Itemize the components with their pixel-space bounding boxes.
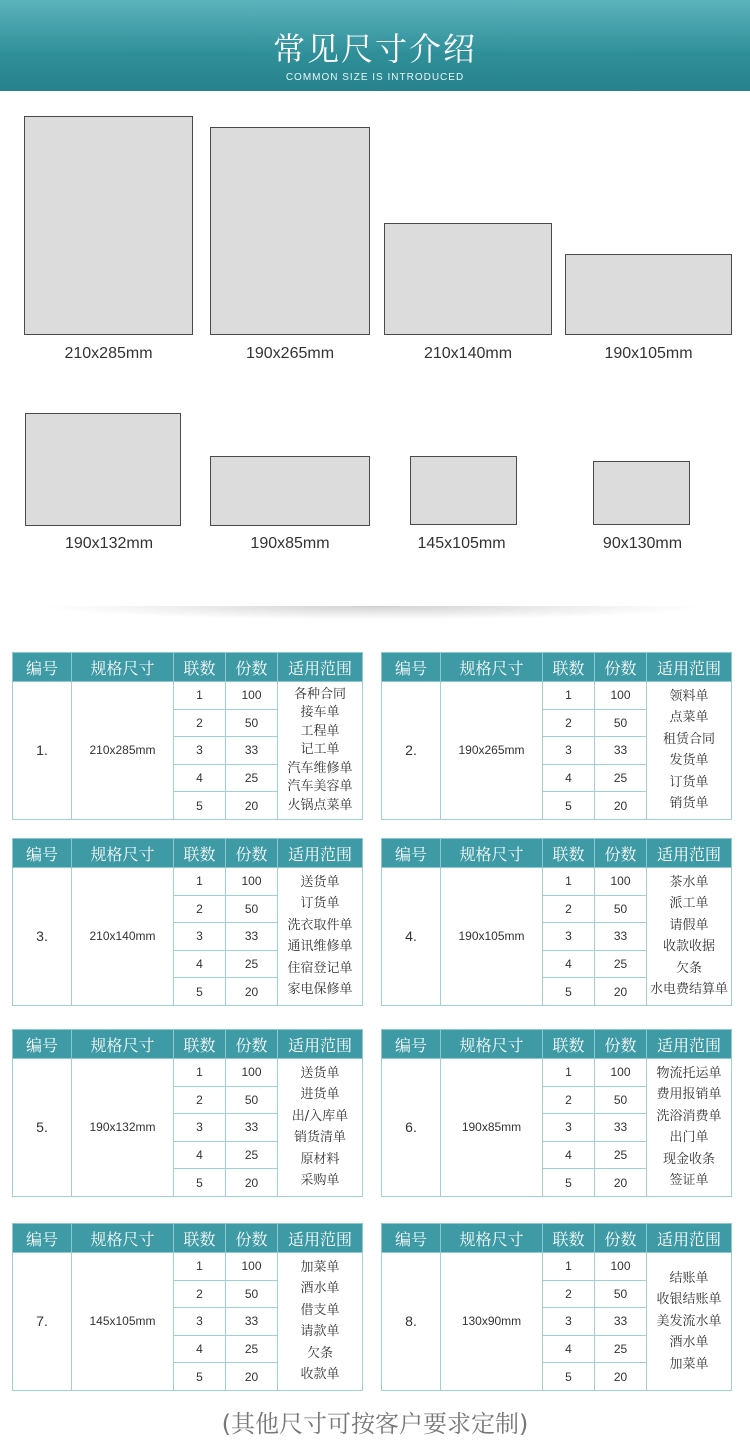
table-header-cell: 规格尺寸 <box>72 1030 174 1059</box>
usage-item: 洗浴消费单 <box>656 1108 722 1124</box>
size-box-6 <box>210 456 370 526</box>
copies-parts: 4 <box>543 950 595 978</box>
copies-parts: 4 <box>543 1335 595 1363</box>
copies-parts: 2 <box>543 895 595 923</box>
usage-item: 汽车维修单 <box>287 760 353 776</box>
copies-parts: 1 <box>543 1059 595 1087</box>
usage-item: 记工单 <box>300 742 340 758</box>
table-header-row <box>13 1224 363 1253</box>
copies-parts: 1 <box>543 1253 595 1281</box>
copies-count: 50 <box>226 709 278 737</box>
table-header-cell: 规格尺寸 <box>72 1224 174 1253</box>
spec-table-5 <box>12 1029 363 1197</box>
table-header-cell: 份数 <box>595 1224 647 1253</box>
copies-count: 100 <box>595 868 647 896</box>
table-row <box>382 1253 732 1281</box>
copies-parts: 1 <box>174 682 226 710</box>
copies-parts: 2 <box>174 1086 226 1114</box>
usage-list <box>647 682 732 820</box>
spec-number: 6. <box>382 1059 441 1197</box>
table-header-cell: 规格尺寸 <box>441 839 543 868</box>
table-row <box>382 868 732 896</box>
table-header-cell: 适用范围 <box>278 653 363 682</box>
copies-count: 25 <box>226 764 278 792</box>
spec-number: 2. <box>382 682 441 820</box>
copies-count: 20 <box>595 792 647 820</box>
copies-parts: 5 <box>543 792 595 820</box>
usage-item: 费用报销单 <box>656 1087 722 1103</box>
usage-item: 酒水单 <box>300 1281 340 1297</box>
header-banner <box>0 0 750 91</box>
spec-size: 190x265mm <box>441 682 543 820</box>
table-header-cell: 规格尺寸 <box>441 1224 543 1253</box>
usage-item: 通讯维修单 <box>287 939 353 955</box>
usage-item: 订货单 <box>669 774 709 790</box>
spec-table-1 <box>12 652 363 820</box>
usage-item: 借支单 <box>300 1302 340 1318</box>
copies-count: 50 <box>226 1280 278 1308</box>
copies-parts: 2 <box>543 709 595 737</box>
usage-list <box>647 1059 732 1197</box>
usage-list <box>278 682 363 820</box>
usage-item: 茶水单 <box>669 874 709 890</box>
usage-list <box>278 1253 363 1391</box>
size-box-4 <box>565 254 732 335</box>
usage-item: 租赁合同 <box>662 731 715 747</box>
copies-parts: 1 <box>174 868 226 896</box>
usage-item: 汽车美容单 <box>287 779 353 795</box>
usage-item: 酒水单 <box>669 1335 709 1351</box>
usage-item: 各种合同 <box>293 686 346 702</box>
usage-item: 签证单 <box>669 1173 709 1189</box>
usage-item: 家电保修单 <box>287 982 353 998</box>
size-label-2: 190x265mm <box>245 345 335 362</box>
table-header-cell: 份数 <box>226 839 278 868</box>
usage-item: 采购单 <box>300 1173 340 1189</box>
copies-count: 33 <box>226 923 278 951</box>
table-header-cell: 编号 <box>13 839 72 868</box>
spec-number: 4. <box>382 868 441 1006</box>
usage-item: 收款收据 <box>662 939 715 955</box>
footer-note: (其他尺寸可按客户要求定制) <box>221 1410 529 1438</box>
copies-count: 25 <box>226 1141 278 1169</box>
table-header-cell: 联数 <box>174 839 226 868</box>
table-header-cell: 份数 <box>226 1030 278 1059</box>
usage-item: 点菜单 <box>669 710 709 726</box>
copies-count: 50 <box>595 1086 647 1114</box>
copies-parts: 4 <box>543 764 595 792</box>
copies-count: 100 <box>226 1059 278 1087</box>
copies-parts: 4 <box>174 950 226 978</box>
copies-parts: 5 <box>174 792 226 820</box>
spec-size: 130x90mm <box>441 1253 543 1391</box>
copies-count: 33 <box>595 923 647 951</box>
copies-parts: 1 <box>543 868 595 896</box>
copies-count: 25 <box>226 1335 278 1363</box>
copies-count: 20 <box>226 792 278 820</box>
spec-table-4 <box>381 838 732 1006</box>
copies-count: 33 <box>595 1114 647 1142</box>
copies-count: 25 <box>226 950 278 978</box>
table-header-cell: 份数 <box>595 839 647 868</box>
table-header-cell: 联数 <box>543 1224 595 1253</box>
usage-item: 欠条 <box>675 960 702 976</box>
table-header-cell: 编号 <box>382 653 441 682</box>
usage-item: 销货清单 <box>293 1130 346 1146</box>
table-header-cell: 适用范围 <box>647 839 732 868</box>
copies-parts: 3 <box>174 1114 226 1142</box>
table-row <box>13 1059 363 1087</box>
usage-item: 美发流水单 <box>656 1313 722 1329</box>
copies-count: 50 <box>595 709 647 737</box>
spec-number: 7. <box>13 1253 72 1391</box>
usage-item: 洗衣取件单 <box>287 917 353 933</box>
table-header-cell: 适用范围 <box>647 653 732 682</box>
table-header-cell: 适用范围 <box>647 1030 732 1059</box>
copies-count: 50 <box>226 895 278 923</box>
usage-item: 出门单 <box>669 1130 709 1146</box>
spec-size: 190x132mm <box>72 1059 174 1197</box>
usage-item: 原材料 <box>300 1151 340 1167</box>
table-header-row <box>382 653 732 682</box>
table-header-cell: 规格尺寸 <box>441 1030 543 1059</box>
table-header-cell: 联数 <box>543 653 595 682</box>
size-box-2 <box>210 127 370 335</box>
table-header-cell: 规格尺寸 <box>72 653 174 682</box>
size-box-1 <box>24 116 193 335</box>
table-header-row <box>382 839 732 868</box>
usage-item: 加菜单 <box>300 1259 340 1275</box>
copies-count: 50 <box>226 1086 278 1114</box>
usage-item: 送货单 <box>300 1065 340 1081</box>
usage-item: 请款单 <box>300 1324 340 1340</box>
size-label-3: 210x140mm <box>423 345 513 362</box>
table-header-cell: 份数 <box>226 1224 278 1253</box>
copies-count: 33 <box>226 737 278 765</box>
copies-count: 50 <box>595 895 647 923</box>
copies-parts: 3 <box>543 923 595 951</box>
usage-item: 请假单 <box>669 917 709 933</box>
spec-table-6 <box>381 1029 732 1197</box>
usage-item: 订货单 <box>300 896 340 912</box>
table-header-cell: 适用范围 <box>278 1030 363 1059</box>
size-box-8 <box>593 461 690 525</box>
copies-count: 33 <box>226 1308 278 1336</box>
copies-count: 25 <box>595 950 647 978</box>
spec-table-2 <box>381 652 732 820</box>
table-header-row <box>13 1030 363 1059</box>
usage-item: 送货单 <box>300 874 340 890</box>
table-header-cell: 适用范围 <box>278 839 363 868</box>
copies-count: 25 <box>595 1141 647 1169</box>
copies-parts: 1 <box>174 1253 226 1281</box>
spec-table-8 <box>381 1223 732 1391</box>
copies-parts: 3 <box>174 737 226 765</box>
table-header-cell: 份数 <box>595 1030 647 1059</box>
copies-parts: 2 <box>543 1280 595 1308</box>
spec-number: 5. <box>13 1059 72 1197</box>
copies-parts: 3 <box>174 1308 226 1336</box>
section-divider <box>40 606 710 620</box>
usage-item: 火锅点菜单 <box>287 797 353 813</box>
copies-parts: 2 <box>174 895 226 923</box>
copies-parts: 5 <box>174 1169 226 1197</box>
table-header-cell: 联数 <box>174 1224 226 1253</box>
usage-list <box>647 1253 732 1391</box>
usage-item: 收款单 <box>300 1367 340 1383</box>
table-row <box>13 1253 363 1281</box>
spec-number: 1. <box>13 682 72 820</box>
copies-parts: 2 <box>174 1280 226 1308</box>
table-header-row <box>13 653 363 682</box>
usage-item: 接车单 <box>300 705 340 721</box>
table-header-cell: 联数 <box>543 839 595 868</box>
copies-count: 20 <box>226 1363 278 1391</box>
copies-count: 20 <box>595 1169 647 1197</box>
copies-count: 100 <box>226 1253 278 1281</box>
spec-number: 3. <box>13 868 72 1006</box>
copies-count: 100 <box>595 682 647 710</box>
usage-item: 物流托运单 <box>656 1065 722 1081</box>
copies-parts: 3 <box>174 923 226 951</box>
copies-count: 33 <box>595 1308 647 1336</box>
table-header-cell: 适用范围 <box>278 1224 363 1253</box>
copies-parts: 5 <box>174 1363 226 1391</box>
copies-parts: 1 <box>174 1059 226 1087</box>
copies-count: 50 <box>595 1280 647 1308</box>
copies-count: 20 <box>595 978 647 1006</box>
table-header-row <box>382 1030 732 1059</box>
usage-item: 欠条 <box>306 1345 333 1361</box>
size-label-1: 210x285mm <box>64 345 153 362</box>
table-header-cell: 编号 <box>382 1030 441 1059</box>
table-header-cell: 编号 <box>13 1224 72 1253</box>
copies-parts: 3 <box>543 1308 595 1336</box>
copies-parts: 4 <box>174 1335 226 1363</box>
usage-item: 派工单 <box>669 896 709 912</box>
copies-count: 25 <box>595 764 647 792</box>
page-subtitle: COMMON SIZE IS INTRODUCED <box>285 72 465 83</box>
table-row <box>13 682 363 710</box>
size-label-7: 145x105mm <box>417 535 506 552</box>
usage-list <box>278 868 363 1006</box>
copies-count: 25 <box>595 1335 647 1363</box>
spec-size: 210x140mm <box>72 868 174 1006</box>
table-header-row <box>13 839 363 868</box>
table-header-cell: 联数 <box>543 1030 595 1059</box>
spec-size: 190x105mm <box>441 868 543 1006</box>
size-box-3 <box>384 223 552 335</box>
table-header-cell: 联数 <box>174 1030 226 1059</box>
table-header-cell: 份数 <box>226 653 278 682</box>
size-box-7 <box>410 456 517 525</box>
table-row <box>13 868 363 896</box>
table-header-cell: 联数 <box>174 653 226 682</box>
usage-item: 结账单 <box>669 1270 709 1286</box>
copies-parts: 5 <box>174 978 226 1006</box>
usage-item: 加菜单 <box>669 1356 709 1372</box>
size-label-8: 90x130mm <box>602 535 683 552</box>
copies-count: 20 <box>595 1363 647 1391</box>
table-header-cell: 编号 <box>13 653 72 682</box>
usage-item: 发货单 <box>669 753 709 769</box>
spec-number: 8. <box>382 1253 441 1391</box>
copies-parts: 2 <box>174 709 226 737</box>
usage-item: 现金收条 <box>662 1151 715 1167</box>
copies-parts: 2 <box>543 1086 595 1114</box>
copies-parts: 5 <box>543 1169 595 1197</box>
copies-parts: 4 <box>174 1141 226 1169</box>
table-row <box>382 1059 732 1087</box>
copies-count: 100 <box>595 1253 647 1281</box>
table-header-row <box>382 1224 732 1253</box>
size-box-5 <box>25 413 181 526</box>
usage-item: 水电费结算单 <box>649 982 728 998</box>
usage-list <box>647 868 732 1006</box>
usage-item: 住宿登记单 <box>287 960 353 976</box>
table-header-cell: 规格尺寸 <box>441 653 543 682</box>
spec-size: 210x285mm <box>72 682 174 820</box>
usage-item: 工程单 <box>300 723 340 739</box>
copies-count: 100 <box>226 682 278 710</box>
table-header-cell: 份数 <box>595 653 647 682</box>
table-header-cell: 适用范围 <box>647 1224 732 1253</box>
copies-count: 33 <box>226 1114 278 1142</box>
usage-item: 出/入库单 <box>291 1108 349 1124</box>
usage-item: 收银结账单 <box>656 1292 722 1308</box>
spec-table-7 <box>12 1223 363 1391</box>
table-header-cell: 编号 <box>382 839 441 868</box>
spec-table-3 <box>12 838 363 1006</box>
copies-parts: 4 <box>543 1141 595 1169</box>
usage-item: 销货单 <box>669 796 709 812</box>
copies-parts: 3 <box>543 737 595 765</box>
table-header-cell: 编号 <box>13 1030 72 1059</box>
size-label-5: 190x132mm <box>64 535 154 552</box>
copies-parts: 4 <box>174 764 226 792</box>
spec-size: 145x105mm <box>72 1253 174 1391</box>
copies-count: 33 <box>595 737 647 765</box>
copies-parts: 3 <box>543 1114 595 1142</box>
copies-count: 20 <box>226 978 278 1006</box>
copies-parts: 1 <box>543 682 595 710</box>
copies-parts: 5 <box>543 1363 595 1391</box>
size-label-6: 190x85mm <box>250 535 330 552</box>
table-header-cell: 规格尺寸 <box>72 839 174 868</box>
size-label-4: 190x105mm <box>604 345 693 362</box>
copies-count: 100 <box>226 868 278 896</box>
usage-list <box>278 1059 363 1197</box>
table-row <box>382 682 732 710</box>
page-title: 常见尺寸介绍 <box>272 30 477 68</box>
copies-count: 20 <box>226 1169 278 1197</box>
usage-item: 进货单 <box>300 1087 340 1103</box>
spec-size: 190x85mm <box>441 1059 543 1197</box>
table-header-cell: 编号 <box>382 1224 441 1253</box>
copies-parts: 5 <box>543 978 595 1006</box>
copies-count: 100 <box>595 1059 647 1087</box>
usage-item: 领料单 <box>669 688 709 704</box>
